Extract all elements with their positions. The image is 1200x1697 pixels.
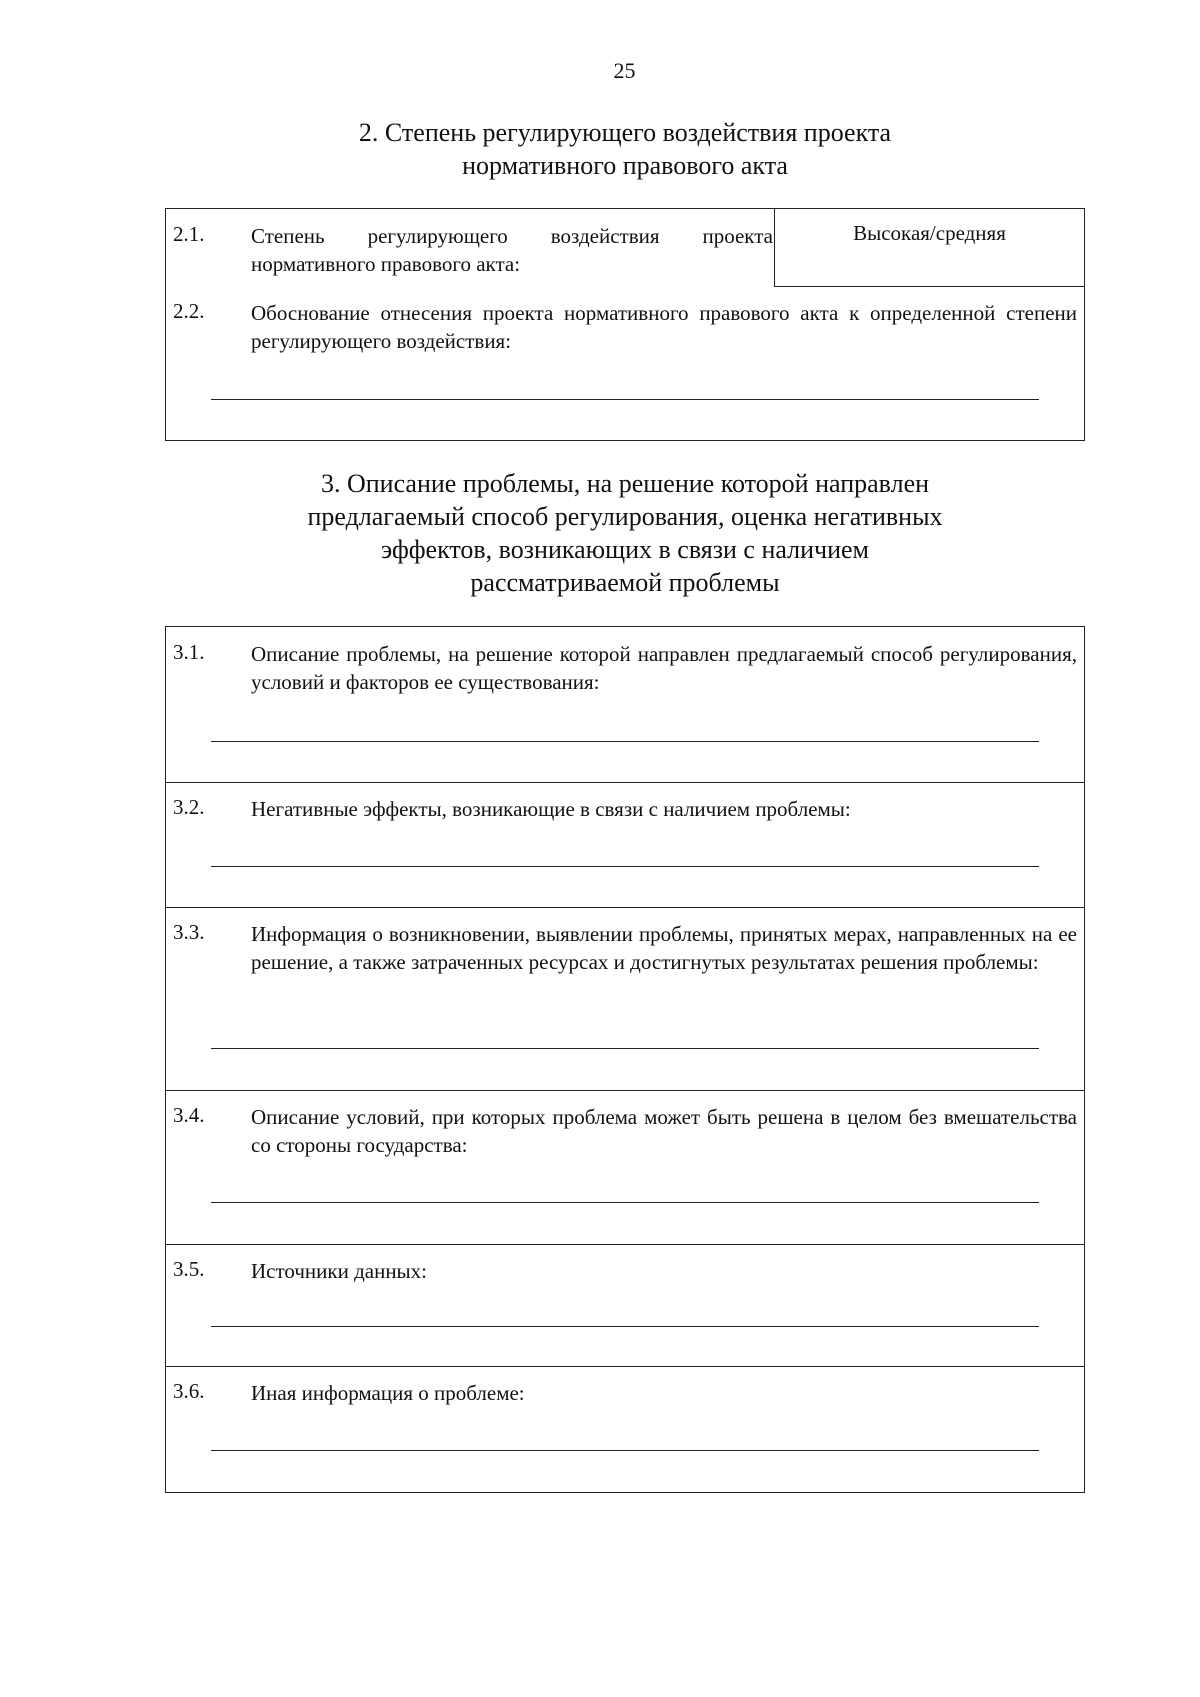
item-3-1-number: 3.1. xyxy=(173,640,205,664)
item-3-1-row xyxy=(166,627,1084,782)
item-3-1-text: Описание проблемы, на решение которой направлен предлагаемый способ регулирования, условий и факторов ее существования: xyxy=(251,642,1077,694)
item-3-4-fill-line[interactable] xyxy=(211,1202,1039,1203)
section-3-table xyxy=(165,626,1085,1493)
item-3-4-number: 3.4. xyxy=(173,1103,205,1127)
item-2-2-number: 2.2. xyxy=(173,299,205,323)
item-3-6-fill-line[interactable] xyxy=(211,1450,1039,1451)
item-3-6-row xyxy=(166,1366,1084,1492)
item-3-5-fill-line[interactable] xyxy=(211,1326,1039,1327)
section-3-title-line-1: 3. Описание проблемы, на решение которой направлен xyxy=(320,469,930,498)
item-3-6-text: Иная информация о проблеме: xyxy=(251,1381,525,1405)
item-3-2-row xyxy=(166,782,1084,907)
item-3-2-number: 3.2. xyxy=(173,795,205,819)
item-2-2-fill-line[interactable] xyxy=(211,399,1039,400)
section-2-table xyxy=(165,208,1085,441)
item-3-1-fill-line[interactable] xyxy=(211,741,1039,742)
section-3-title-line-4: рассматриваемой проблемы xyxy=(470,568,780,597)
item-3-5-row xyxy=(166,1244,1084,1366)
section-2-title xyxy=(165,116,1085,182)
item-2-1-text: Степень регулирующего воздействия проекта нормативного правового акта: xyxy=(251,224,773,276)
section-2-title-line-1: 2. Степень регулирующего воздействия проекта xyxy=(358,118,892,147)
item-3-2-text: Негативные эффекты, возникающие в связи с наличием проблемы: xyxy=(251,797,851,821)
page-number: 25 xyxy=(613,58,636,83)
item-3-3-text: Информация о возникновении, выявлении проблемы, принятых мерах, направленных на ее решение, а также затраченных ресурсах и достигнутых результатах решения проблемы: xyxy=(251,922,1077,974)
item-3-4-row xyxy=(166,1090,1084,1244)
section-2-title-line-2: нормативного правового акта xyxy=(462,151,788,180)
item-3-3-number: 3.3. xyxy=(173,920,205,944)
section-3-title-line-2: предлагаемый способ регулирования, оценка негативных xyxy=(307,502,943,531)
item-3-5-text: Источники данных: xyxy=(251,1259,427,1283)
item-3-5-number: 3.5. xyxy=(173,1257,205,1281)
item-3-2-fill-line[interactable] xyxy=(211,866,1039,867)
item-3-3-fill-line[interactable] xyxy=(211,1048,1039,1049)
item-3-6-number: 3.6. xyxy=(173,1379,205,1403)
item-3-4-text: Описание условий, при которых проблема может быть решена в целом без вмешательства со стороны государства: xyxy=(251,1105,1077,1157)
section-3-title xyxy=(165,467,1085,599)
item-2-2-text: Обоснование отнесения проекта нормативного правового акта к определенной степени регулирующего воздействия: xyxy=(251,301,1077,353)
item-2-1-number: 2.1. xyxy=(173,222,205,246)
section-3-title-line-3: эффектов, возникающих в связи с наличием xyxy=(381,535,869,564)
item-3-3-row xyxy=(166,907,1084,1090)
regulatory-degree-value: Высокая/средняя xyxy=(774,209,1084,287)
